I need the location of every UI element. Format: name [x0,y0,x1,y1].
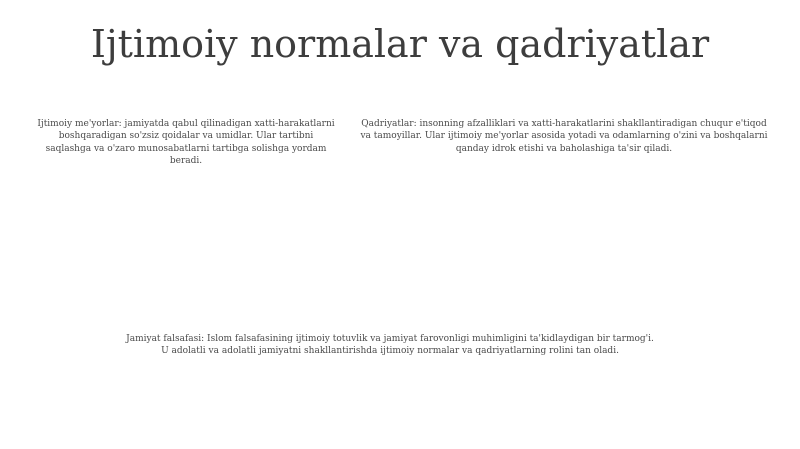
social-norms-text: Ijtimoiy me'yorlar: jamiyatda qabul qilinadigan xatti-harakatlarni boshqaradigan so'zsiz qoidalar va umidlar. Ular tartibni saqlashga va o'zaro munosabatlarni tartibga solishga yordam beradi. [37,119,335,166]
society-philosophy-text [100,333,680,358]
values-text: Qadriyatlar: insonning afzalliklari va xatti-harakatlarini shakllantiradigan chuqur e'tiqod va tamoyillar. Ular ijtimoiy me'yorlar asosida yotadi va odamlarning o'zini va boshqalarni qanday idrok etishi va baholashiga ta'sir qiladi. [360,119,768,154]
slide-title: Ijtimoiy normalar va qadriyatlar [90,22,710,66]
society-philosophy-line-2: U adolatli va adolatli jamiyatni shakllantirishda ijtimoiy normalar va qadriyatlarning rolini tan oladi. [161,346,619,357]
society-philosophy-line-1: Jamiyat falsafasi: Islom falsafasining ijtimoiy totuvlik va jamiyat farovonligi muhimligini ta'kidlaydigan bir tarmog'i. [126,334,654,344]
